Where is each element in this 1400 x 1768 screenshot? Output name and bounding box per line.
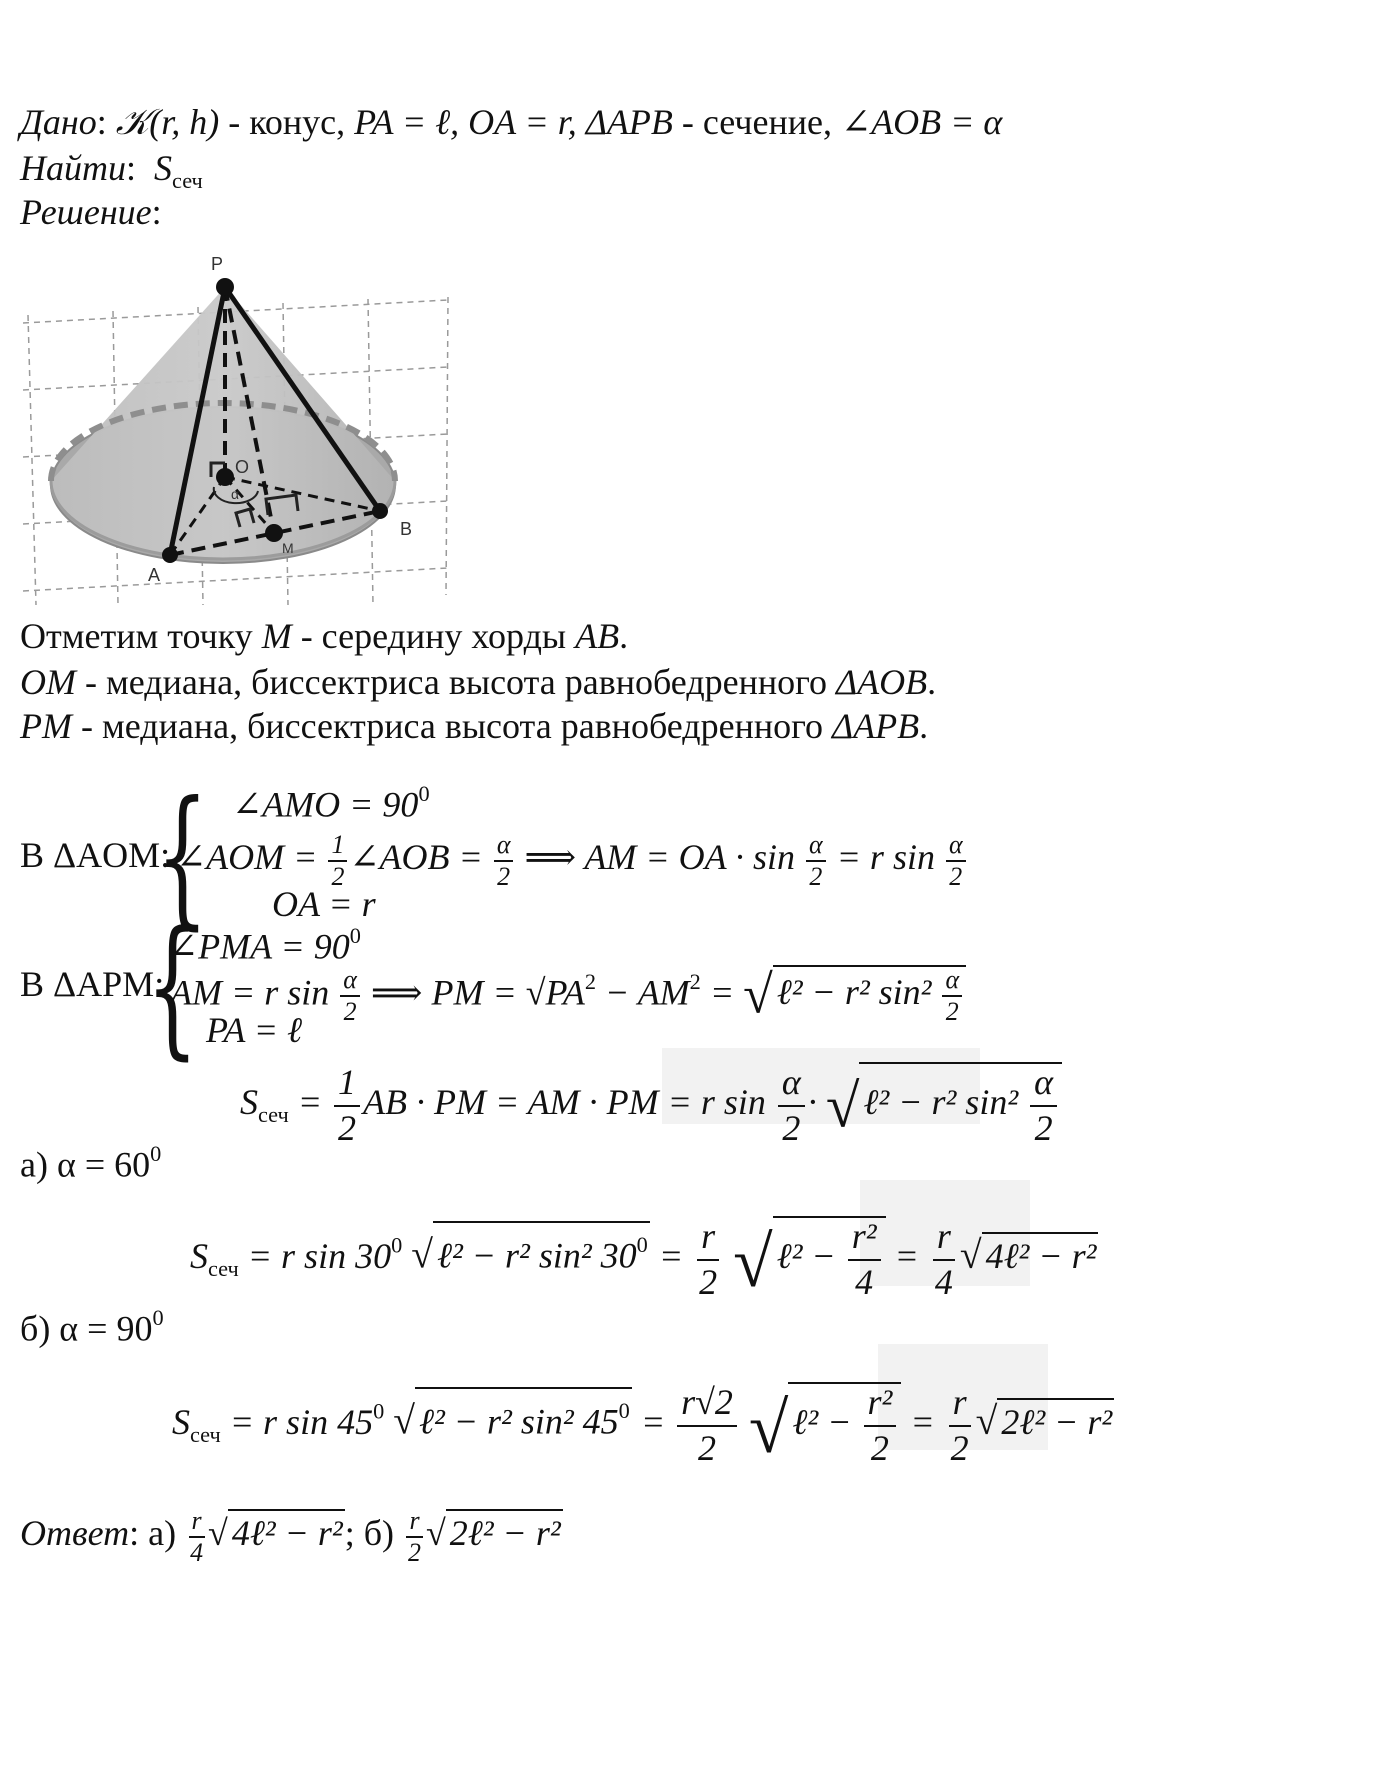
sqrt-expr: √ ℓ² − r² sin² $\frac{\alpha}{2}$ (826, 1062, 1062, 1148)
sqrt-radicand: ℓ² − (792, 1402, 852, 1443)
frac-den: 2 (1034, 1107, 1053, 1148)
system1-row1 (232, 772, 430, 827)
system2-brace: { (146, 900, 199, 1074)
answer-line (20, 1508, 563, 1566)
eq: = (894, 1236, 919, 1277)
sqrt-radicand: ℓ² − (776, 1236, 836, 1277)
frac-num: α (806, 832, 826, 862)
frac-num: α (1030, 1064, 1057, 1107)
frac-num: r (949, 1384, 971, 1427)
system2-row3: PA = ℓ (206, 1010, 302, 1050)
eq: = (640, 1402, 666, 1443)
frac-den: 2 (699, 1261, 718, 1302)
find-line: Найти: $S_{сеч}$ (20, 148, 203, 193)
frac-num: r² (848, 1218, 881, 1261)
frac-num: 1 (328, 832, 347, 862)
point-a (162, 547, 178, 563)
point-o (216, 468, 234, 486)
frac-num: α (778, 1064, 805, 1107)
label-m: M (282, 540, 294, 556)
frac-num: r (933, 1218, 955, 1261)
note-line-1 (20, 614, 628, 658)
sqrt-expr: √ 4ℓ² − r² (959, 1233, 1097, 1278)
note-line-3 (20, 704, 928, 748)
area-formula (240, 1062, 1062, 1148)
system1-r1-sup: 0 (418, 781, 430, 806)
label-alpha: α (231, 486, 240, 502)
given-section-text: - сечение, (672, 102, 841, 142)
sup-0: 0 (373, 1398, 385, 1424)
frac-den: 2 (809, 861, 823, 891)
given-angle: ∠AOB = α (840, 102, 1003, 142)
case-b-sub: сеч (190, 1421, 221, 1447)
frac-num: r (189, 1508, 205, 1538)
frac-den: 2 (497, 861, 511, 891)
sqrt-radicand: 2ℓ² − r² (997, 1398, 1114, 1444)
sqrt-expr: √ ℓ² − $\frac{\text{r²}}{2}$ (749, 1382, 901, 1468)
answer-label: Ответ (20, 1513, 130, 1554)
system2-r2c: − AM (596, 972, 690, 1013)
area-eq: = (297, 1082, 323, 1123)
eq: = (658, 1236, 684, 1277)
note3-triangle: ΔAPB (832, 706, 920, 746)
sqrt-radicand: 4ℓ² − r² (982, 1232, 1099, 1278)
frac-num: r² (864, 1384, 897, 1427)
system1-r2d: = r sin (836, 837, 935, 878)
solution-label: Решение (20, 192, 152, 232)
note2-dot: . (927, 662, 937, 702)
find-s: S (154, 148, 173, 188)
sup-0: 0 (636, 1232, 648, 1258)
frac-den: 4 (190, 1537, 204, 1567)
frac-den: 2 (408, 1537, 421, 1567)
sqrt-expr: √ 2ℓ² − r² (426, 1509, 563, 1555)
frac-den: 2 (338, 1107, 357, 1148)
system1-row3: OA = r (272, 884, 376, 924)
frac-den: 4 (934, 1261, 953, 1302)
case-a-label (20, 1132, 161, 1187)
system1-r2b: ∠AOB = (349, 837, 483, 878)
case-a-expr: = r sin 30 (247, 1236, 392, 1277)
case-b-expr: = r sin 45 (229, 1402, 374, 1443)
area-dot: · (807, 1082, 817, 1123)
note3-pm: PM (20, 706, 72, 746)
note3-dot: . (919, 706, 929, 746)
system1-r2a: ∠AOM = (176, 837, 318, 878)
frac-num: α (942, 967, 962, 997)
find-label: Найти (20, 148, 126, 188)
system1-brace: { (156, 770, 209, 944)
label-b: B (400, 519, 413, 539)
find-sub: сеч (172, 167, 203, 193)
given-line: Дано: 𝒦(r, h) - конус, PA = ℓ, OA = r, ΔAPB - сечение, ∠AOB = α (20, 102, 1003, 142)
frac-den: 4 (855, 1261, 874, 1302)
note1-text: Отметим точку (20, 616, 262, 656)
eq: = (910, 1402, 935, 1443)
system1-r2c: ⟹ AM = OA · sin (524, 837, 796, 878)
frac-den: 2 (950, 1427, 969, 1468)
case-a-formula (190, 1216, 1098, 1302)
frac-num: α (946, 832, 966, 862)
system2-r1: ∠PMA = 90 (168, 926, 350, 967)
sqrt-radicand: 2ℓ² − r² (446, 1509, 563, 1555)
given-label: Дано (20, 102, 97, 142)
label-a: A (148, 565, 161, 585)
note2-om: OM (20, 662, 76, 702)
cone-figure (18, 245, 468, 615)
frac-den: 2 (698, 1427, 716, 1468)
area-mid: AB · PM = AM · PM = r sin (363, 1082, 766, 1123)
frac-num: 1 (334, 1064, 360, 1107)
case-a-text: а) α = 60 (20, 1144, 151, 1185)
sqrt-radicand: ℓ² − r² sin² (863, 1082, 1019, 1123)
case-b-text: б) α = 90 (20, 1308, 153, 1349)
frac-den: 2 (945, 997, 959, 1027)
note-line-2 (20, 660, 936, 704)
given-text: - конус, (219, 102, 355, 142)
sqrt-expr: √ ℓ² − r² sin² $\frac{\alpha}{2}$ (743, 965, 966, 1025)
sqrt-radicand: 4ℓ² − r² (228, 1509, 345, 1555)
answer-a: : а) (129, 1513, 177, 1554)
system2-r2d: = (700, 972, 735, 1013)
area-sub: сеч (258, 1101, 289, 1127)
frac-den: 2 (343, 997, 357, 1027)
frac-num: r (697, 1218, 719, 1261)
frac-den: 2 (870, 1427, 889, 1468)
note2-text: - медиана, биссектриса высота равнобедренного (76, 662, 837, 702)
frac-den: 2 (331, 861, 345, 891)
system2-r2b: ⟹ PM = √PA (370, 972, 585, 1013)
sqrt-expr: √ 2ℓ² − r² (975, 1399, 1113, 1444)
case-b-formula (172, 1382, 1114, 1468)
point-p (216, 278, 234, 296)
sup-0: 0 (618, 1398, 630, 1424)
given-conditions: PA = ℓ, OA = r, ΔAPB (354, 102, 673, 142)
sqrt-expr: √ ℓ² − $\frac{\text{r²}}{4}$ (733, 1216, 885, 1302)
case-b-label (20, 1296, 164, 1351)
case-a-sub: сеч (208, 1255, 239, 1281)
solution-line: Решение: (20, 192, 162, 232)
label-p: P (211, 254, 224, 274)
sup-2: 2 (689, 969, 701, 994)
frac-num: r√2 (677, 1384, 737, 1427)
frac-num: r (406, 1508, 422, 1538)
frac-den: 2 (782, 1107, 801, 1148)
point-m (265, 524, 283, 542)
sqrt-radicand: ℓ² − r² sin² (776, 972, 932, 1013)
note1-text2: - середину хорды (291, 616, 576, 656)
case-a-sup: 0 (150, 1141, 162, 1166)
label-o: O (235, 457, 250, 477)
note1-ab: AB (575, 616, 620, 656)
point-b (372, 503, 388, 519)
system1-r1: ∠AMO = 90 (232, 784, 419, 825)
frac-num: α (340, 967, 360, 997)
case-a-s: S (190, 1236, 208, 1277)
cone-notation: 𝒦(r, h) (115, 102, 220, 142)
system2-r2a: AM = r sin (170, 972, 330, 1013)
note2-triangle: ΔAOB (836, 662, 928, 702)
frac-den: 2 (949, 861, 963, 891)
sqrt-radicand: ℓ² − r² sin² 45 (418, 1402, 619, 1443)
system2-r1-sup: 0 (349, 923, 361, 948)
area-s: S (240, 1082, 258, 1123)
frac-num: α (494, 832, 514, 862)
sqrt-expr: √ 4ℓ² − r² (208, 1509, 345, 1555)
note1-dot: . (619, 616, 629, 656)
sup-0: 0 (391, 1232, 403, 1258)
case-b-sup: 0 (152, 1305, 164, 1330)
case-b-s: S (172, 1402, 190, 1443)
system1-label: В ΔAOM: (20, 835, 171, 875)
answer-sep: ; б) (344, 1513, 395, 1554)
sup-2: 2 (584, 969, 597, 994)
system2-label: В ΔAPM: (20, 964, 165, 1004)
sqrt-expr: √ ℓ² − r² sin² $45^0$ (393, 1387, 632, 1444)
sqrt-expr: √ ℓ² − r² sin² $30^0$ (411, 1221, 650, 1278)
sqrt-radicand: ℓ² − r² sin² 30 (436, 1236, 637, 1277)
note1-m: M (261, 616, 292, 656)
note3-text: - медиана, биссектриса высота равнобедренного (71, 706, 832, 746)
